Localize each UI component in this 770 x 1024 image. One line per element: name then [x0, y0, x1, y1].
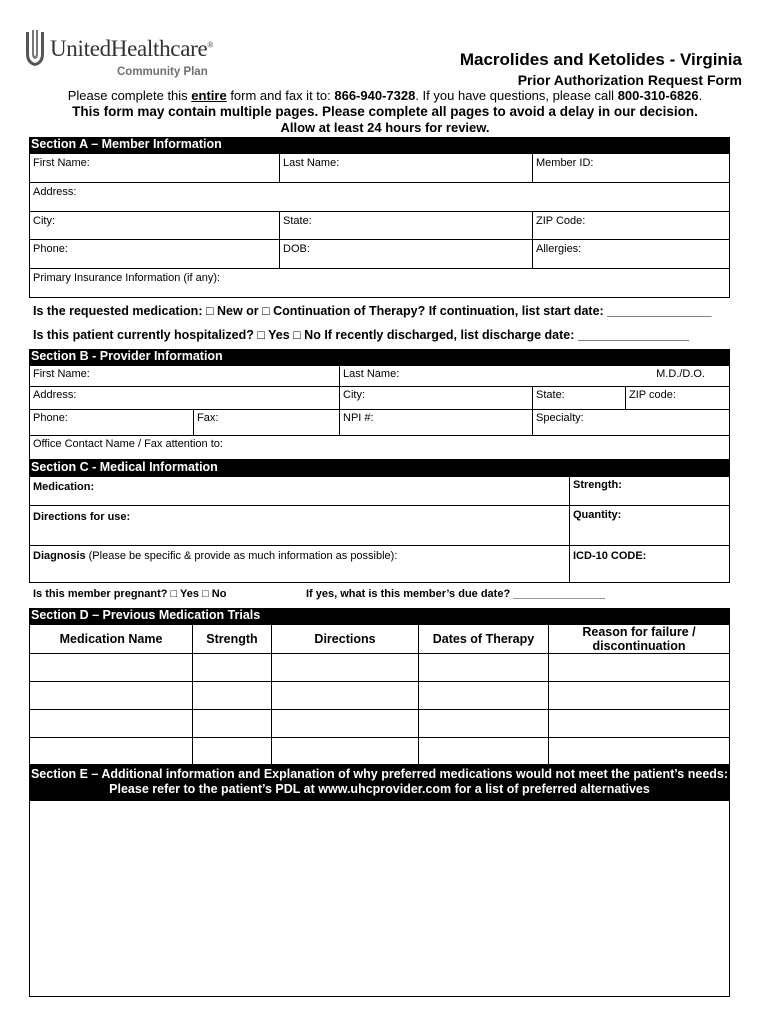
provider-state-label: State: — [536, 389, 565, 401]
member-last-name-label: Last Name: — [283, 157, 340, 169]
provider-first-name-label: First Name: — [33, 368, 90, 380]
member-state-label: State: — [283, 215, 312, 227]
member-id-label: Member ID: — [536, 157, 594, 169]
trial-row-1-cell-3[interactable] — [271, 653, 419, 682]
provider-first-name-field[interactable] — [29, 365, 340, 387]
col-medication-name: Medication Name — [29, 624, 193, 654]
form-title: Macrolides and Ketolides - Virginia — [459, 50, 742, 69]
section-c-header: Section C - Medical Information — [29, 460, 730, 476]
provider-zip-field[interactable] — [625, 386, 730, 410]
instructions-line-2: This form may contain multiple pages. Please complete all pages to avoid a delay in our decision. — [72, 104, 698, 119]
col-dates-of-therapy: Dates of Therapy — [418, 624, 549, 654]
icd10-field[interactable] — [569, 545, 730, 583]
member-first-name-label: First Name: — [33, 157, 90, 169]
medication-field[interactable] — [29, 476, 570, 506]
logo-text: UnitedHealthcare® — [50, 36, 214, 61]
col-reason-for-failure: Reason for failure / discontinuation — [548, 624, 730, 654]
section-e-subtitle: Please refer to the patient’s PDL at www.uhcprovider.com for a list of preferred alternatives — [109, 782, 650, 796]
member-last-name-field[interactable] — [279, 153, 533, 183]
hospitalized-question[interactable]: Is this patient currently hospitalized? □ Yes □ No If recently discharged, list discharge date: ________________ — [33, 328, 690, 342]
provider-city-label: City: — [343, 389, 365, 401]
instructions-line-1: Please complete this entire form and fax it to: 866-940-7328. If you have questions, please call 800-310-6826. — [67, 88, 703, 103]
uhc-logo-icon — [24, 28, 46, 68]
medication-label: Medication: — [33, 481, 95, 493]
member-insurance-field[interactable] — [29, 268, 730, 298]
member-city-label: City: — [33, 215, 55, 227]
diagnosis-label: Diagnosis — [33, 550, 86, 562]
trial-row-1-cell-1[interactable] — [29, 653, 193, 682]
provider-state-field[interactable] — [532, 386, 626, 410]
col-strength: Strength — [192, 624, 272, 654]
section-a-header: Section A – Member Information — [29, 137, 730, 153]
member-zip-label: ZIP Code: — [536, 215, 586, 227]
trial-row-3-cell-3[interactable] — [271, 709, 419, 738]
provider-specialty-field[interactable] — [532, 409, 730, 436]
member-insurance-label: Primary Insurance Information (if any): — [33, 272, 221, 284]
trial-row-2-cell-4[interactable] — [418, 681, 549, 710]
trial-row-3-cell-5[interactable] — [548, 709, 730, 738]
trial-row-3-cell-2[interactable] — [192, 709, 272, 738]
md-do-label: M.D./D.O. — [656, 368, 705, 380]
instructions-line-3: Allow at least 24 hours for review. — [280, 120, 490, 135]
trial-row-2-cell-2[interactable] — [192, 681, 272, 710]
section-e-header — [29, 764, 730, 800]
provider-city-field[interactable] — [339, 386, 533, 410]
diagnosis-field[interactable] — [29, 545, 570, 583]
directions-field[interactable] — [29, 505, 570, 546]
member-address-label: Address: — [33, 186, 77, 198]
trial-row-4-cell-3[interactable] — [271, 737, 419, 766]
col-directions: Directions — [271, 624, 419, 654]
provider-fax-field[interactable] — [193, 409, 340, 436]
member-dob-label: DOB: — [283, 243, 310, 255]
strength-label: Strength: — [573, 479, 622, 491]
trial-row-3-cell-4[interactable] — [418, 709, 549, 738]
provider-npi-field[interactable] — [339, 409, 533, 436]
member-allergies-label: Allergies: — [536, 243, 582, 255]
trial-row-1-cell-2[interactable] — [192, 653, 272, 682]
quantity-field[interactable] — [569, 505, 730, 546]
medication-status-question[interactable]: Is the requested medication: □ New or □ Continuation of Therapy? If continuation, list start date: _______________ — [33, 304, 712, 318]
member-city-field[interactable] — [29, 211, 280, 240]
trial-row-4-cell-5[interactable] — [548, 737, 730, 766]
logo-subtitle: Community Plan — [117, 66, 208, 78]
directions-label: Directions for use: — [33, 511, 131, 523]
member-phone-field[interactable] — [29, 239, 280, 269]
trial-row-2-cell-1[interactable] — [29, 681, 193, 710]
trial-row-1-cell-4[interactable] — [418, 653, 549, 682]
trial-row-2-cell-5[interactable] — [548, 681, 730, 710]
trial-row-4-cell-1[interactable] — [29, 737, 193, 766]
member-allergies-field[interactable] — [532, 239, 730, 269]
trial-row-4-cell-4[interactable] — [418, 737, 549, 766]
form-subtitle: Prior Authorization Request Form — [517, 72, 742, 88]
trial-row-4-cell-2[interactable] — [192, 737, 272, 766]
provider-zip-label: ZIP code: — [629, 389, 676, 401]
provider-phone-field[interactable] — [29, 409, 194, 436]
trial-row-3-cell-1[interactable] — [29, 709, 193, 738]
provider-specialty-label: Specialty: — [536, 412, 584, 424]
due-date-question[interactable]: If yes, what is this member’s due date? _______________ — [306, 588, 605, 600]
member-zip-field[interactable] — [532, 211, 730, 240]
section-b-header: Section B - Provider Information — [29, 349, 730, 365]
member-first-name-field[interactable] — [29, 153, 280, 183]
section-e-title: Section E – Additional information and Explanation of why preferred medications would not meet the patient’s needs: — [30, 767, 729, 781]
trial-row-2-cell-3[interactable] — [271, 681, 419, 710]
strength-field[interactable] — [569, 476, 730, 506]
member-state-field[interactable] — [279, 211, 533, 240]
section-d-header: Section D – Previous Medication Trials — [29, 608, 730, 624]
member-id-field[interactable] — [532, 153, 730, 183]
pregnancy-question[interactable]: Is this member pregnant? □ Yes □ No — [33, 588, 227, 600]
provider-npi-label: NPI #: — [343, 412, 374, 424]
provider-fax-label: Fax: — [197, 412, 219, 424]
member-phone-label: Phone: — [33, 243, 68, 255]
office-contact-label: Office Contact Name / Fax attention to: — [33, 438, 223, 450]
provider-last-name-field[interactable] — [339, 365, 730, 387]
office-contact-field[interactable] — [29, 435, 730, 460]
provider-last-name-label: Last Name: — [343, 368, 400, 380]
quantity-label: Quantity: — [573, 509, 622, 521]
icd10-label: ICD-10 CODE: — [573, 550, 647, 562]
trial-row-1-cell-5[interactable] — [548, 653, 730, 682]
provider-phone-label: Phone: — [33, 412, 68, 424]
provider-address-field[interactable] — [29, 386, 340, 410]
provider-address-label: Address: — [33, 389, 77, 401]
member-dob-field[interactable] — [279, 239, 533, 269]
diagnosis-note: (Please be specific & provide as much information as possible): — [85, 550, 398, 562]
member-address-field[interactable] — [29, 182, 730, 212]
additional-info-field[interactable] — [29, 800, 730, 997]
